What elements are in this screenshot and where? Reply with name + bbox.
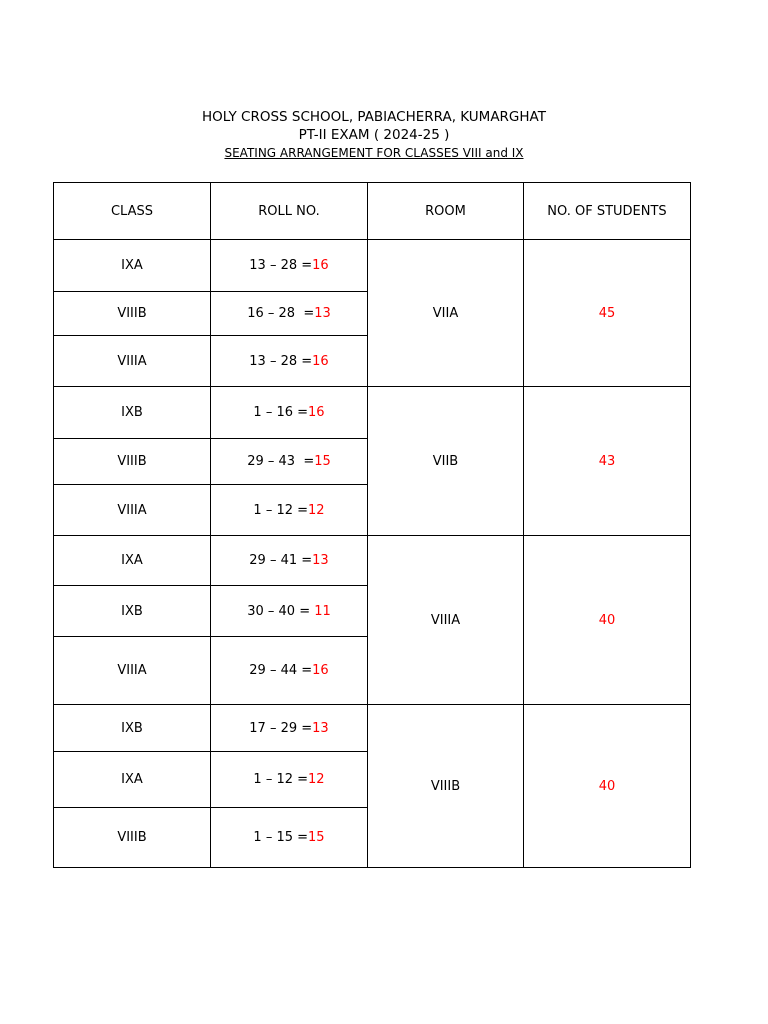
roll-count: 16 bbox=[308, 405, 325, 420]
roll-cell bbox=[211, 536, 368, 586]
class-cell: VIIIA bbox=[54, 485, 211, 536]
column-header-no-of-students: NO. OF STUDENTS bbox=[524, 183, 691, 240]
class-cell: VIIIB bbox=[54, 292, 211, 336]
class-cell: IXA bbox=[54, 752, 211, 808]
class-cell: IXA bbox=[54, 240, 211, 292]
roll-range: 1 – 12 = bbox=[253, 502, 309, 518]
roll-count: 11 bbox=[314, 603, 331, 619]
roll-count: 16 bbox=[312, 353, 329, 369]
class-cell: IXB bbox=[54, 705, 211, 752]
students-count-cell: 43 bbox=[524, 387, 691, 536]
roll-range: 29 – 44 = bbox=[249, 663, 313, 678]
room-cell: VIIIA bbox=[368, 536, 524, 705]
exam-title: PT-II EXAM ( 2024-25 ) bbox=[298, 127, 450, 143]
roll-range: 17 – 29 = bbox=[249, 720, 313, 736]
roll-cell bbox=[211, 240, 368, 292]
column-header-class: CLASS bbox=[54, 183, 211, 240]
roll-count: 13 bbox=[314, 306, 331, 321]
roll-count: 15 bbox=[308, 830, 325, 845]
roll-range: 30 – 40 = bbox=[247, 603, 315, 619]
roll-cell bbox=[211, 387, 368, 439]
table-header-row bbox=[54, 183, 691, 240]
room-cell: VIIA bbox=[368, 240, 524, 387]
roll-count: 12 bbox=[308, 772, 325, 787]
students-count-cell: 45 bbox=[524, 240, 691, 387]
table-row bbox=[54, 387, 691, 439]
table-row bbox=[54, 705, 691, 752]
roll-range: 29 – 43 = bbox=[247, 454, 315, 469]
roll-range: 1 – 16 = bbox=[253, 405, 309, 420]
class-cell: VIIIA bbox=[54, 336, 211, 387]
table-row bbox=[54, 240, 691, 292]
roll-cell bbox=[211, 485, 368, 536]
seating-title: SEATING ARRANGEMENT FOR CLASSES VIII and IX bbox=[224, 146, 524, 160]
class-cell: VIIIA bbox=[54, 637, 211, 705]
roll-cell bbox=[211, 336, 368, 387]
roll-count: 16 bbox=[312, 663, 329, 678]
roll-range: 1 – 15 = bbox=[253, 830, 309, 845]
roll-cell bbox=[211, 439, 368, 485]
school-name: HOLY CROSS SCHOOL, PABIACHERRA, KUMARGHAT bbox=[202, 109, 546, 125]
column-header-room: ROOM bbox=[368, 183, 524, 240]
roll-range: 16 – 28 = bbox=[247, 306, 315, 321]
students-count-cell: 40 bbox=[524, 536, 691, 705]
class-cell: IXB bbox=[54, 586, 211, 637]
class-cell: IXA bbox=[54, 536, 211, 586]
roll-range: 1 – 12 = bbox=[253, 772, 309, 787]
roll-cell bbox=[211, 705, 368, 752]
roll-cell bbox=[211, 586, 368, 637]
column-header-roll-no: ROLL NO. bbox=[211, 183, 368, 240]
roll-count: 15 bbox=[314, 454, 331, 469]
table-row bbox=[54, 536, 691, 586]
document-header bbox=[0, 108, 748, 162]
roll-range: 13 – 28 = bbox=[249, 353, 313, 369]
room-cell: VIIB bbox=[368, 387, 524, 536]
roll-count: 13 bbox=[312, 553, 329, 568]
class-cell: VIIIB bbox=[54, 808, 211, 868]
roll-count: 16 bbox=[312, 258, 329, 273]
roll-cell bbox=[211, 292, 368, 336]
room-cell: VIIIB bbox=[368, 705, 524, 868]
roll-cell bbox=[211, 808, 368, 868]
roll-range: 29 – 41 = bbox=[249, 553, 313, 568]
roll-count: 12 bbox=[308, 502, 325, 518]
roll-cell bbox=[211, 752, 368, 808]
roll-count: 13 bbox=[312, 720, 329, 736]
roll-cell bbox=[211, 637, 368, 705]
seating-table bbox=[53, 182, 691, 868]
class-cell: IXB bbox=[54, 387, 211, 439]
students-count-cell: 40 bbox=[524, 705, 691, 868]
roll-range: 13 – 28 = bbox=[249, 258, 313, 273]
class-cell: VIIIB bbox=[54, 439, 211, 485]
